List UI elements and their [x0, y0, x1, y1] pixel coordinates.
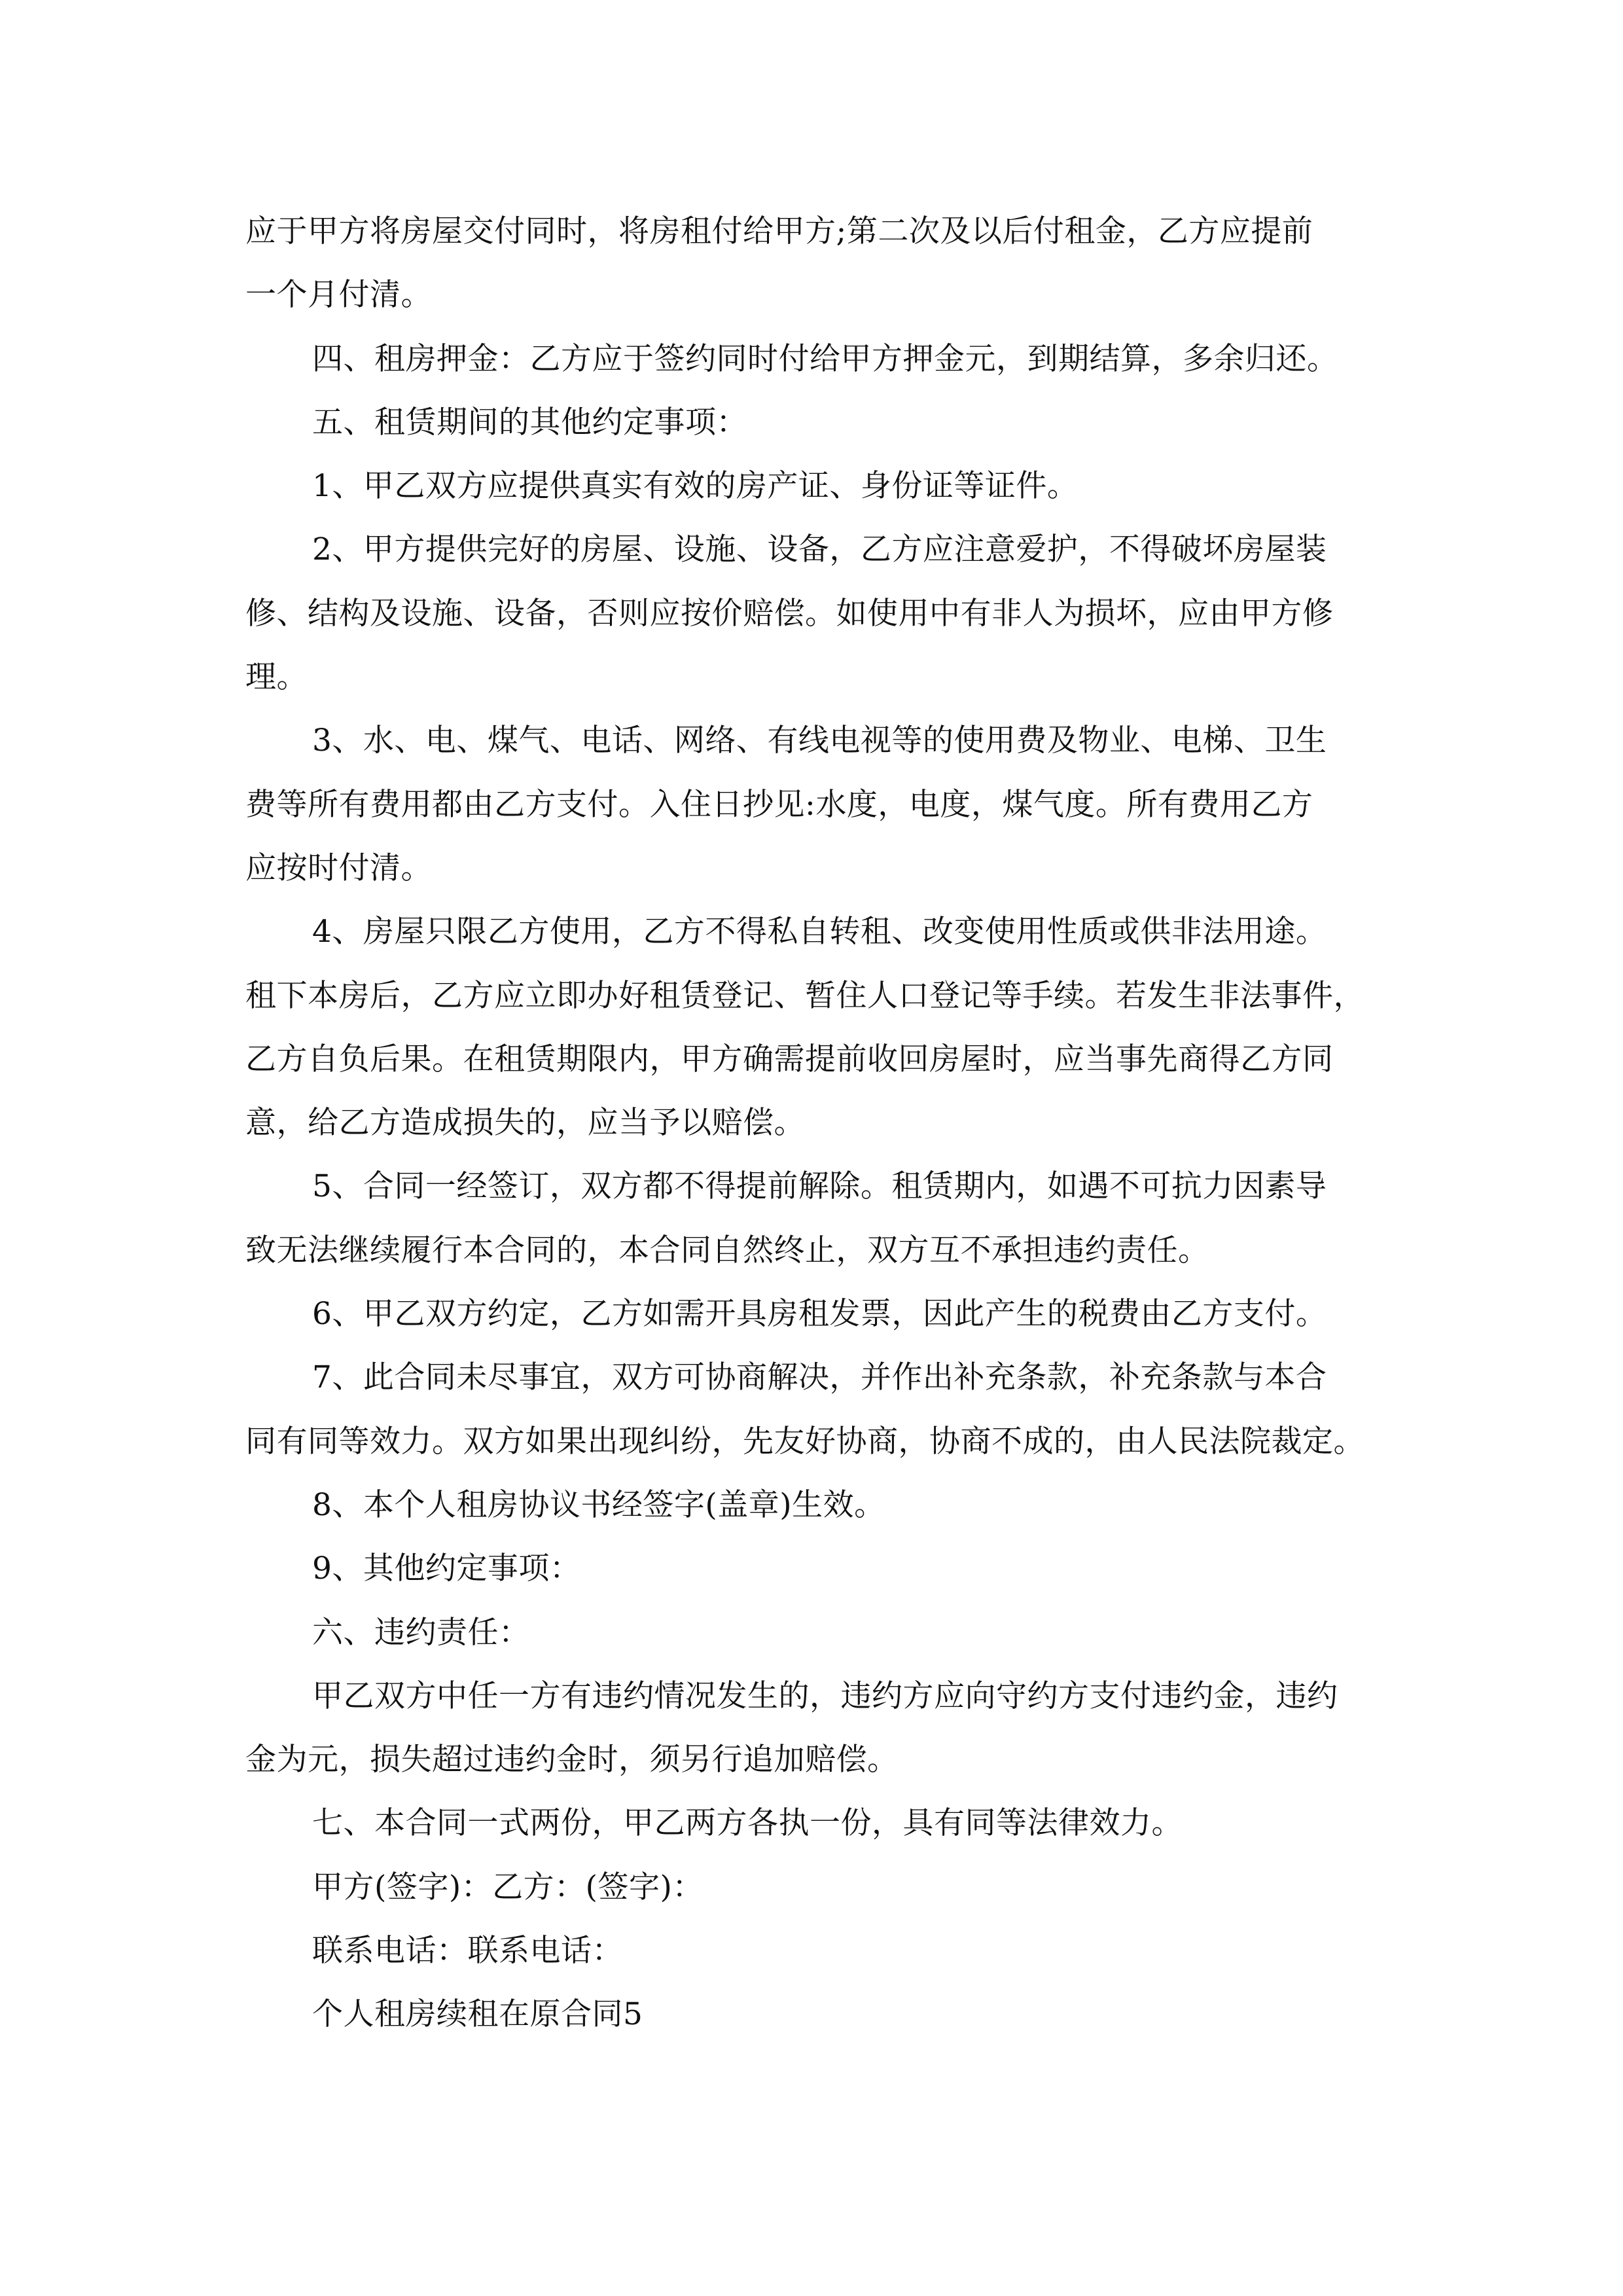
- text-line: 金为元，损失超过违约金时，须另行追加赔偿。: [245, 1742, 899, 1778]
- clause-3: 3、水、电、煤气、电话、网络、有线电视等的使用费及物业、电梯、卫生: [312, 723, 1327, 759]
- clause-1: 1、甲乙双方应提供真实有效的房产证、身份证等证件。: [312, 468, 1079, 505]
- clause-4: 4、房屋只限乙方使用，乙方不得私自转租、改变使用性质或供非法用途。: [312, 914, 1327, 950]
- clause-2: 2、甲方提供完好的房屋、设施、设备，乙方应注意爱护，不得破坏房屋装: [312, 531, 1327, 568]
- section-seven: 七、本合同一式两份，甲乙两方各执一份，具有同等法律效力。: [312, 1805, 1183, 1842]
- text-line: 费等所有费用都由乙方支付。入住日抄见:水度，电度，煤气度。所有费用乙方: [245, 786, 1313, 823]
- text-line: 应于甲方将房屋交付同时，将房租付给甲方;第二次及以后付租金，乙方应提前: [245, 213, 1313, 249]
- clause-9: 9、其他约定事项：: [312, 1551, 581, 1587]
- text-line: 致无法继续履行本合同的，本合同自然终止，双方互不承担违约责任。: [245, 1232, 1209, 1268]
- section-four-deposit: 四、租房押金：乙方应于签约同时付给甲方押金元，到期结算，多余归还。: [312, 340, 1338, 377]
- section-five-heading: 五、租赁期间的其他约定事项：: [312, 404, 747, 440]
- text-line: 应按时付清。: [245, 850, 432, 886]
- text-line: 理。: [245, 659, 308, 696]
- contact-phone-line: 联系电话：联系电话：: [312, 1933, 623, 1969]
- section-six-heading: 六、违约责任：: [312, 1614, 530, 1651]
- next-contract-title: 个人租房续租在原合同5: [312, 1996, 643, 2033]
- breach-paragraph: 甲乙双方中任一方有违约情况发生的，违约方应向守约方支付违约金，违约: [312, 1677, 1338, 1714]
- clause-6: 6、甲乙双方约定，乙方如需开具房租发票，因此产生的税费由乙方支付。: [312, 1296, 1327, 1333]
- text-line: 一个月付清。: [245, 277, 432, 314]
- clause-7: 7、此合同未尽事宜，双方可协商解决，并作出补充条款，补充条款与本合: [312, 1359, 1327, 1396]
- clause-5: 5、合同一经签订，双方都不得提前解除。租赁期内，如遇不可抗力因素导: [312, 1168, 1327, 1205]
- text-line: 意，给乙方造成损失的，应当予以赔偿。: [245, 1105, 805, 1141]
- text-line: 同有同等效力。双方如果出现纠纷，先友好协商，协商不成的，由人民法院裁定。: [245, 1423, 1364, 1460]
- clause-8: 8、本个人租房协议书经签字(盖章)生效。: [312, 1486, 885, 1523]
- signature-line: 甲方(签字)：乙方：(签字)：: [312, 1869, 704, 1905]
- text-line: 修、结构及设施、设备，否则应按价赔偿。如使用中有非人为损坏，应由甲方修: [245, 595, 1334, 632]
- document-body: [245, 200, 1384, 2047]
- text-line: 乙方自负后果。在租赁期限内，甲方确需提前收回房屋时，应当事先商得乙方同: [245, 1041, 1334, 1077]
- text-line: 租下本房后，乙方应立即办好租赁登记、暂住人口登记等手续。若发生非法事件，: [245, 977, 1364, 1014]
